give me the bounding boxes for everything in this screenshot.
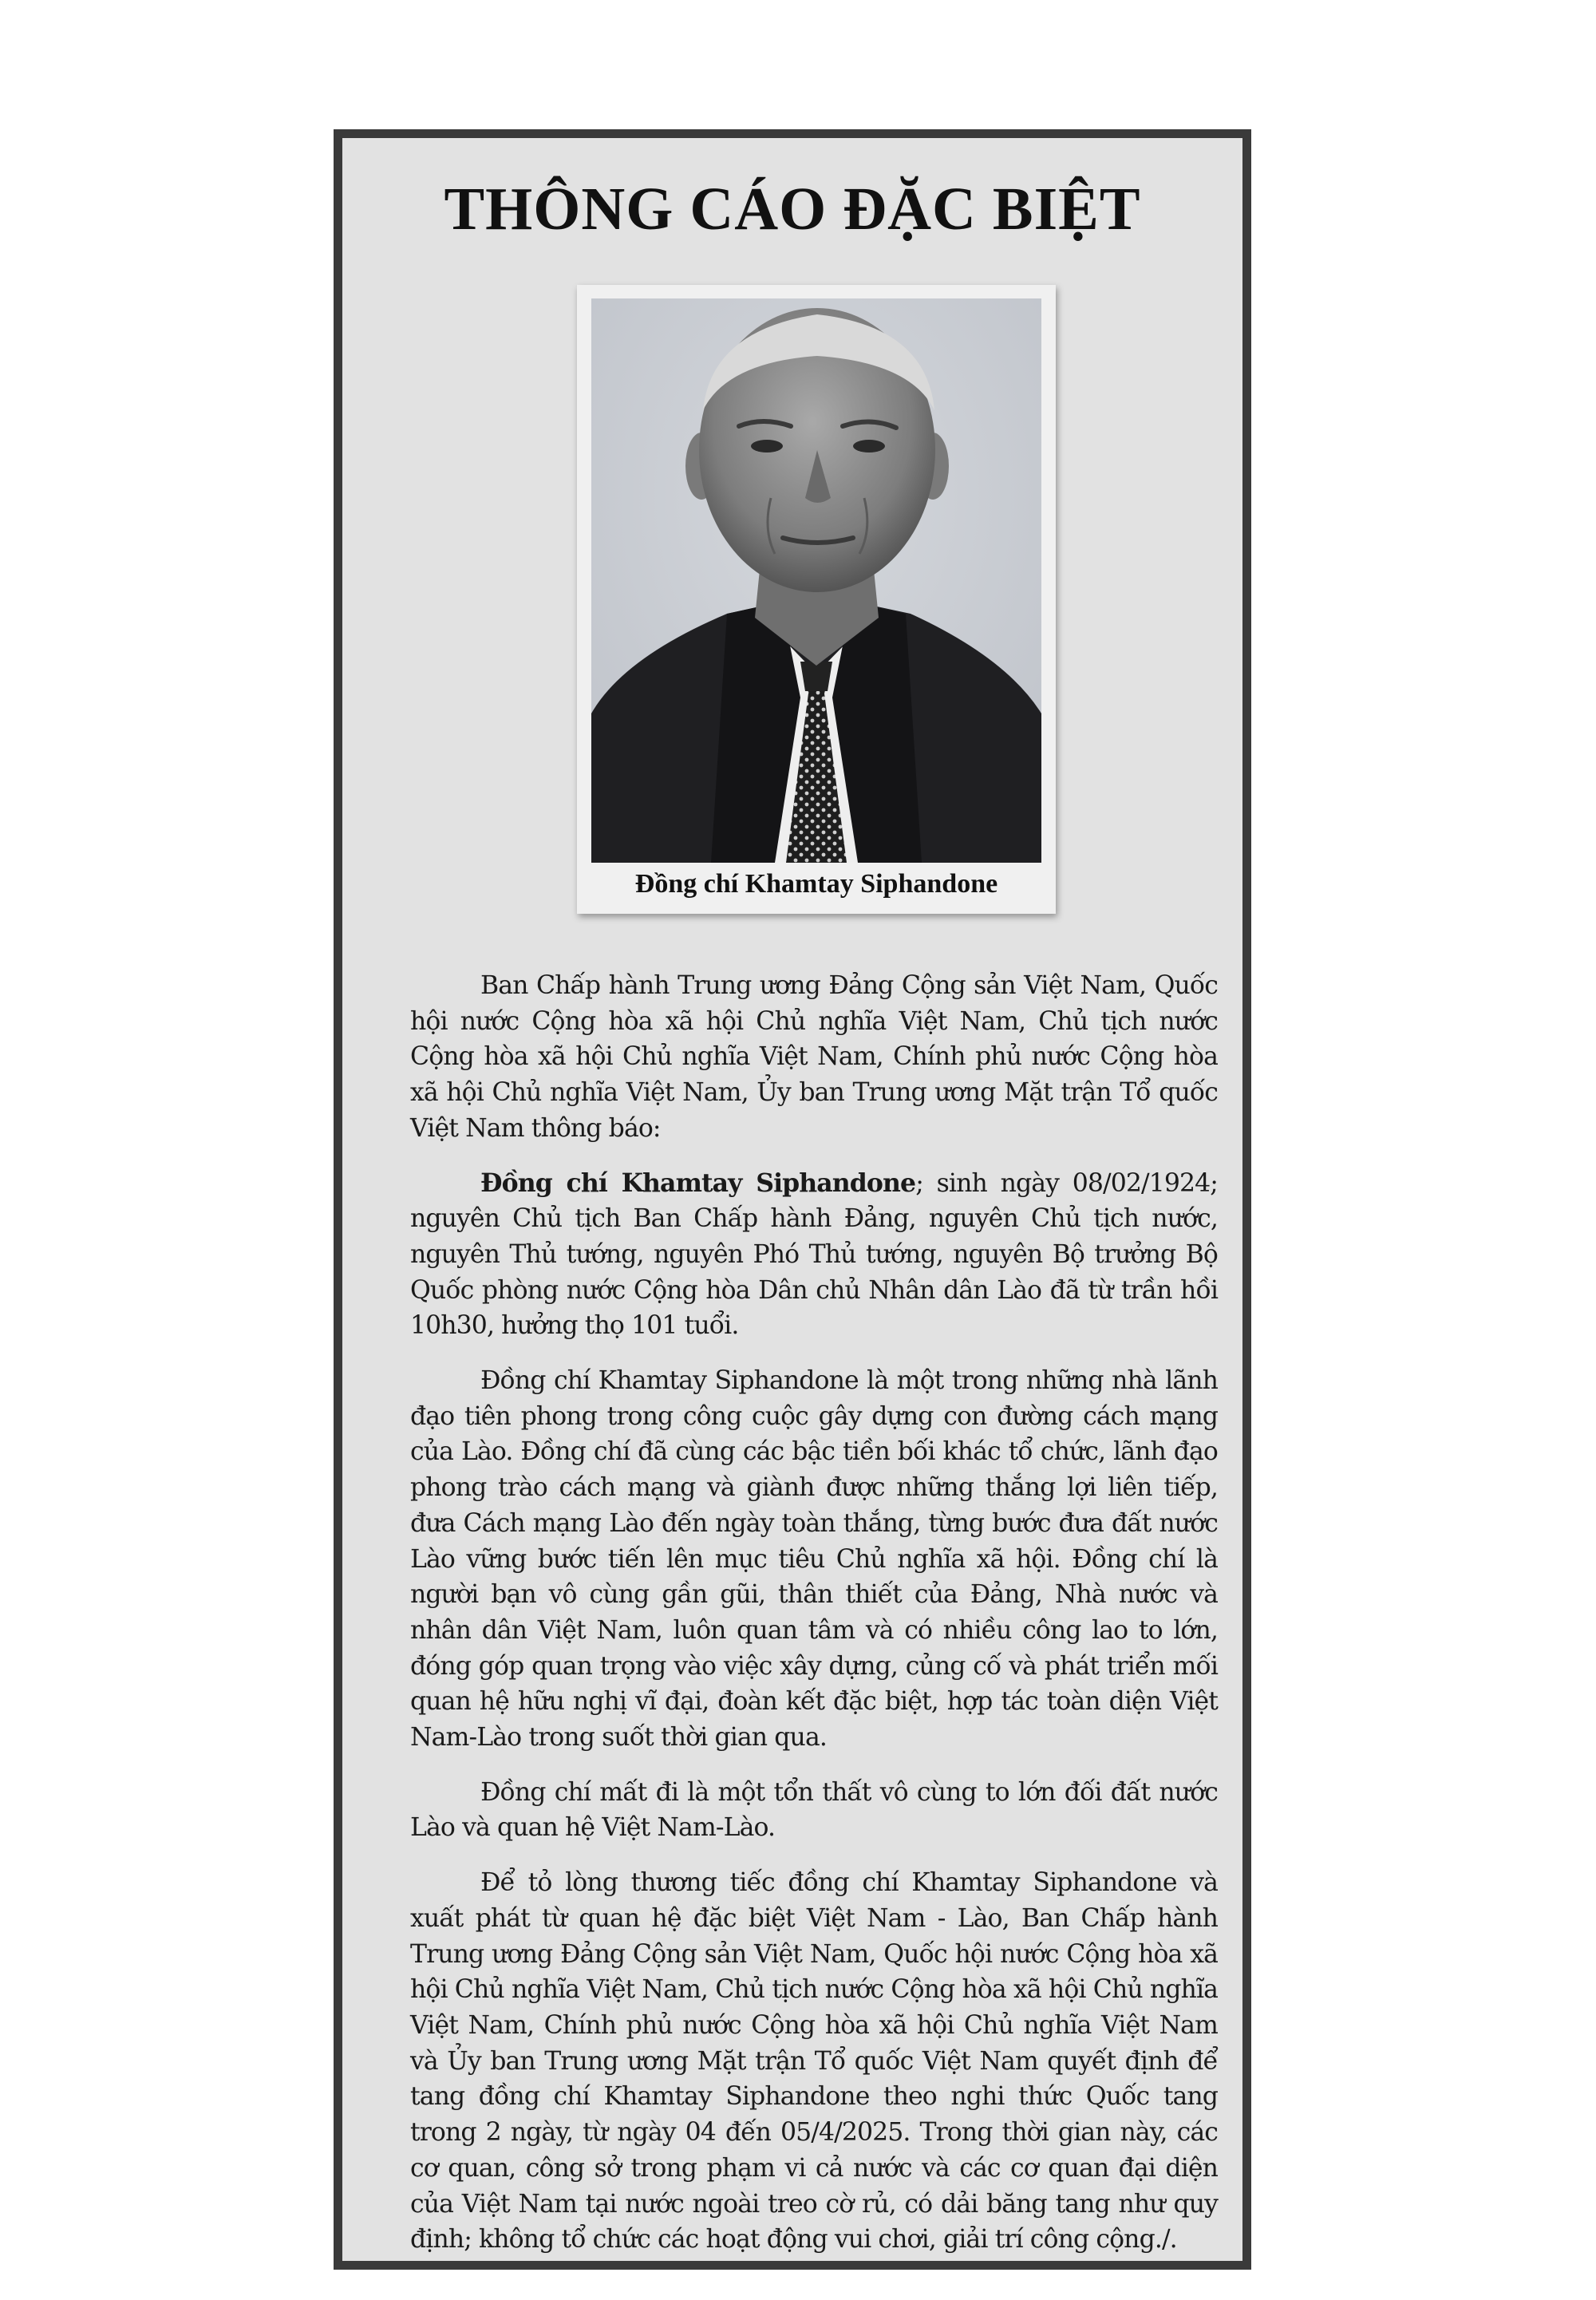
page-title: THÔNG CÁO ĐẶC BIỆT [444, 176, 1141, 243]
announcement-frame [334, 129, 1251, 2270]
paragraph: Đồng chí mất đi là một tổn thất vô cùng to lớn đối đất nước Lào và quan hệ Việt Nam-Lào. [410, 1777, 1218, 1843]
announcement-body [410, 968, 1218, 2277]
paragraph [410, 1166, 1218, 1345]
portrait-caption: Đồng chí Khamtay Siphandone [634, 869, 998, 899]
paragraph: Để tỏ lòng thương tiếc đồng chí Khamtay Siphandone và xuất phát từ quan hệ đặc biệt Việt Nam - Lào, Ban Chấp hành Trung ương Đảng Cộng sản Việt Nam, Quốc hội nước Cộng hòa xã hội Chủ nghĩa Việt Nam, Chủ tịch nước Cộng hòa xã hội Chủ nghĩa Việt Nam, Chính phủ nước Cộng hòa xã hội Chủ nghĩa Việt Nam và Ủy ban Trung ương Mặt trận Tổ quốc Việt Nam quyết định để tang đồng chí Khamtay Siphandone theo nghi thức Quốc tang trong 2 ngày, từ ngày 04 đến 05/4/2025. Trong thời gian này, các cơ quan, công sở trong phạm vi cả nước và các cơ quan đại diện của Việt Nam tại nước ngoài treo cờ rủ, có dải băng tang như quy định; không tổ chức các hoạt động vui chơi, giải trí công cộng./. [410, 1868, 1218, 2255]
paragraph: Ban Chấp hành Trung ương Đảng Cộng sản Việt Nam, Quốc hội nước Cộng hòa xã hội Chủ nghĩa Việt Nam, Chủ tịch nước Cộng hòa xã hội Chủ nghĩa Việt Nam, Chính phủ nước Cộng hòa xã hội Chủ nghĩa Việt Nam, Ủy ban Trung ương Mặt trận Tổ quốc Việt Nam thông báo: [410, 971, 1218, 1143]
paragraph-bold-name: Đồng chí Khamtay Siphandone [480, 1168, 916, 1198]
paragraph: Đồng chí Khamtay Siphandone là một trong những nhà lãnh đạo tiên phong trong công cuộc gây dựng con đường cách mạng của Lào. Đồng chí đã cùng các bậc tiền bối khác tổ chức, lãnh đạo phong trào cách mạng và giành được những thắng lợi liên tiếp, đưa Cách mạng Lào đến ngày toàn thắng, từng bước đưa đất nước Lào vững bước tiến lên mục tiêu Chủ nghĩa xã hội. Đồng chí là người bạn vô cùng gần gũi, thân thiết của Đảng, Nhà nước và nhân dân Việt Nam, luôn quan tâm và có nhiều công lao to lớn, đóng góp quan trọng vào việc xây dựng, củng cố và phát triển mối quan hệ hữu nghị vĩ đại, đoàn kết đặc biệt, hợp tác toàn diện Việt Nam-Lào trong suốt thời gian qua. [410, 1366, 1218, 1753]
portrait-card [577, 285, 1056, 914]
paragraph-text: ; sinh ngày 08/02/1924; nguyên Chủ tịch Ban Chấp hành Đảng, nguyên Chủ tịch nước, nguyên Thủ tướng, nguyên Phó Thủ tướng, nguyên Bộ trưởng Bộ Quốc phòng nước Cộng hòa Dân chủ Nhân dân Lào đã từ trần hồi 10h30, hưởng thọ 101 tuổi. [410, 1168, 1218, 1341]
portrait-photo [591, 298, 1041, 863]
